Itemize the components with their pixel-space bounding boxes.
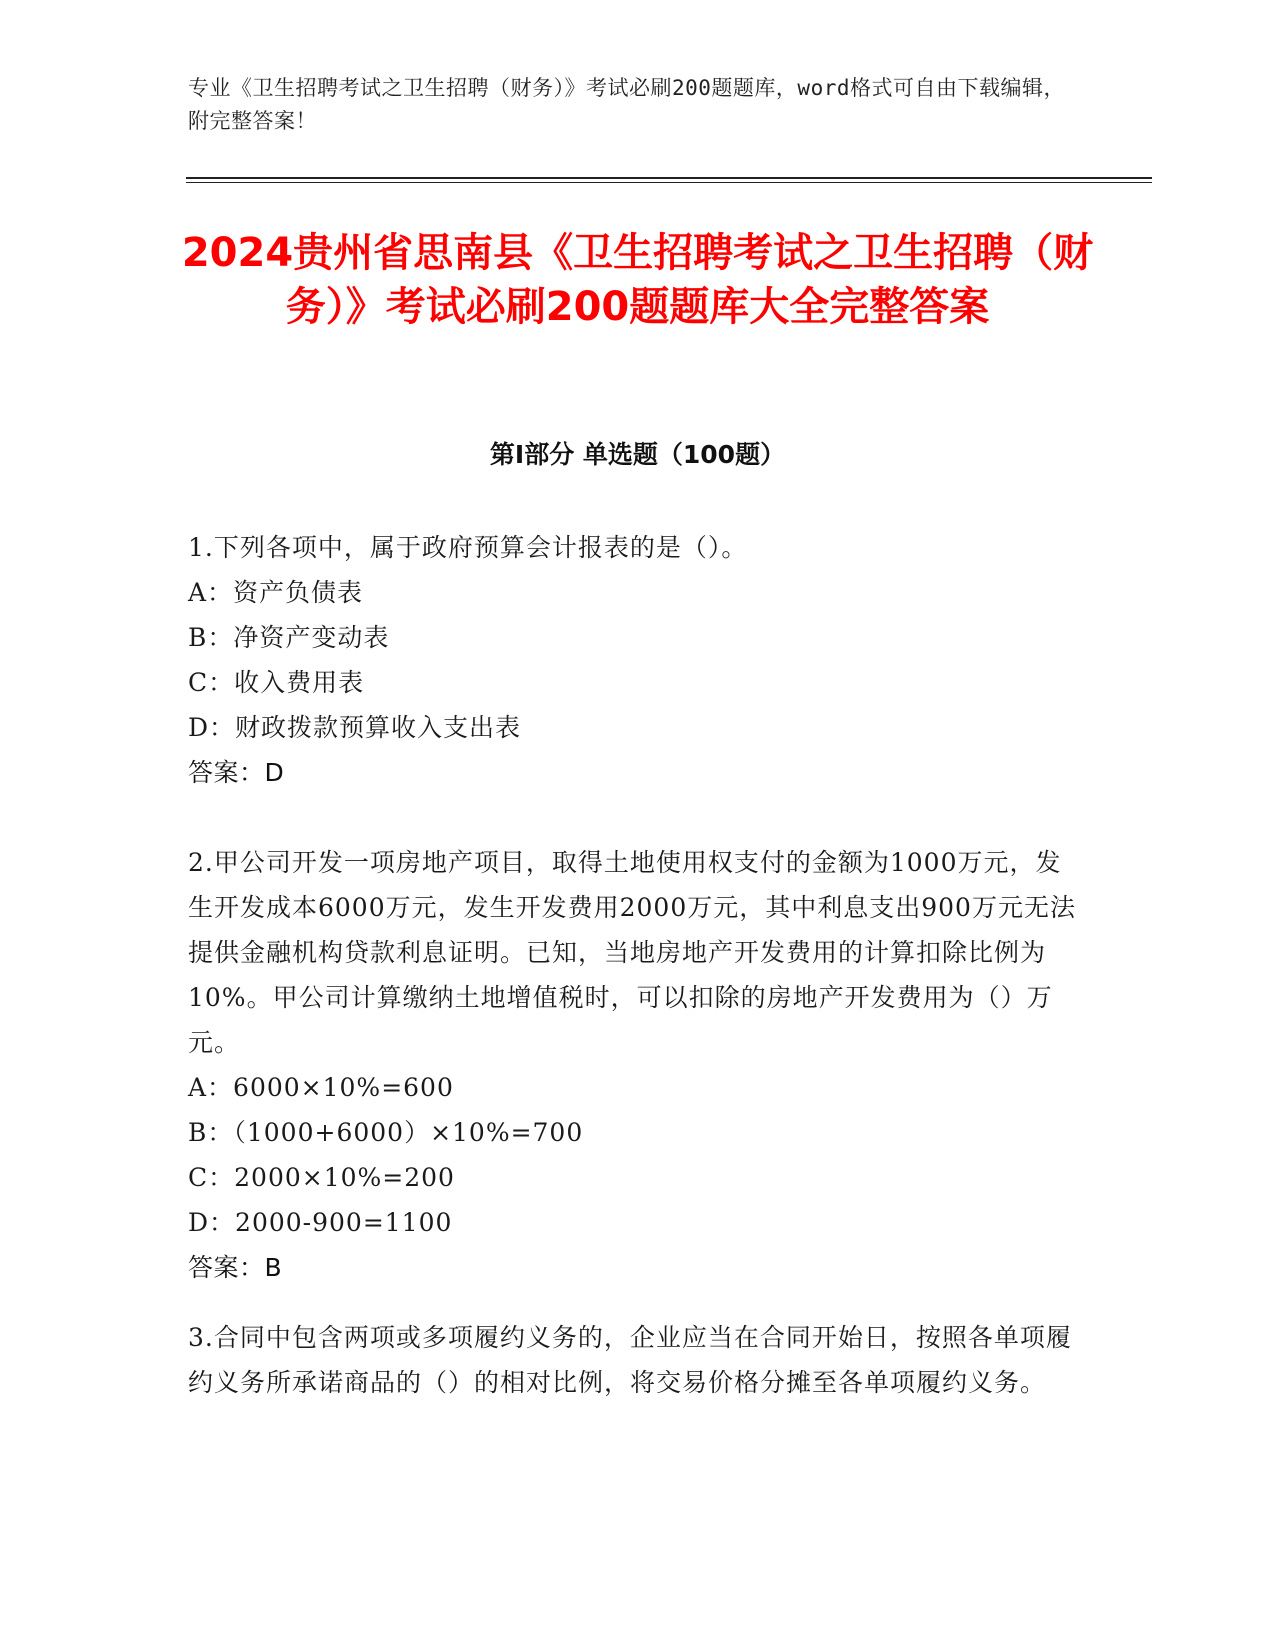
option-d: D：财政拨款预算收入支出表: [188, 713, 522, 742]
question-2: [188, 840, 1078, 1290]
question-3: [188, 1315, 1078, 1405]
question-stem: 1.下列各项中，属于政府预算会计报表的是（）。: [188, 533, 748, 562]
answer: 答案：B: [188, 1253, 283, 1282]
option-a: A：资产负债表: [188, 578, 364, 607]
question-stem: 2.甲公司开发一项房地产项目，取得土地使用权支付的金额为1000万元，发生开发成本6000万元，发生开发费用2000万元，其中利息支出900万元无法提供金融机构贷款利息证明。已知，当地房地产开发费用的计算扣除比例为10%。甲公司计算缴纳土地增值税时，可以扣除的房地产开发费用为（）万元。: [188, 848, 1076, 1057]
header-note: 专业《卫生招聘考试之卫生招聘（财务）》考试必刷200题题库，word格式可自由下载编辑，附完整答案！: [188, 76, 1065, 133]
header-divider-thin: [186, 182, 1152, 183]
option-c: C：收入费用表: [188, 668, 365, 697]
option-b: B：（1000+6000）×10%=700: [188, 1118, 584, 1147]
header-divider: [186, 177, 1152, 179]
question-1: [188, 525, 1078, 795]
answer: 答案：D: [188, 758, 285, 787]
option-a: A：6000×10%=600: [188, 1073, 454, 1102]
option-b: B：净资产变动表: [188, 623, 390, 652]
question-stem: 3.合同中包含两项或多项履约义务的，企业应当在合同开始日，按照各单项履约义务所承诺商品的（）的相对比例，将交易价格分摊至各单项履约义务。: [188, 1323, 1072, 1397]
option-c: C：2000×10%=200: [188, 1163, 455, 1192]
section-heading: 第I部分 单选题（100题）: [489, 440, 786, 469]
option-d: D：2000-900=1100: [188, 1208, 453, 1237]
document-title: 2024贵州省思南县《卫生招聘考试之卫生招聘（财务）》考试必刷200题题库大全完整答案: [181, 230, 1094, 330]
